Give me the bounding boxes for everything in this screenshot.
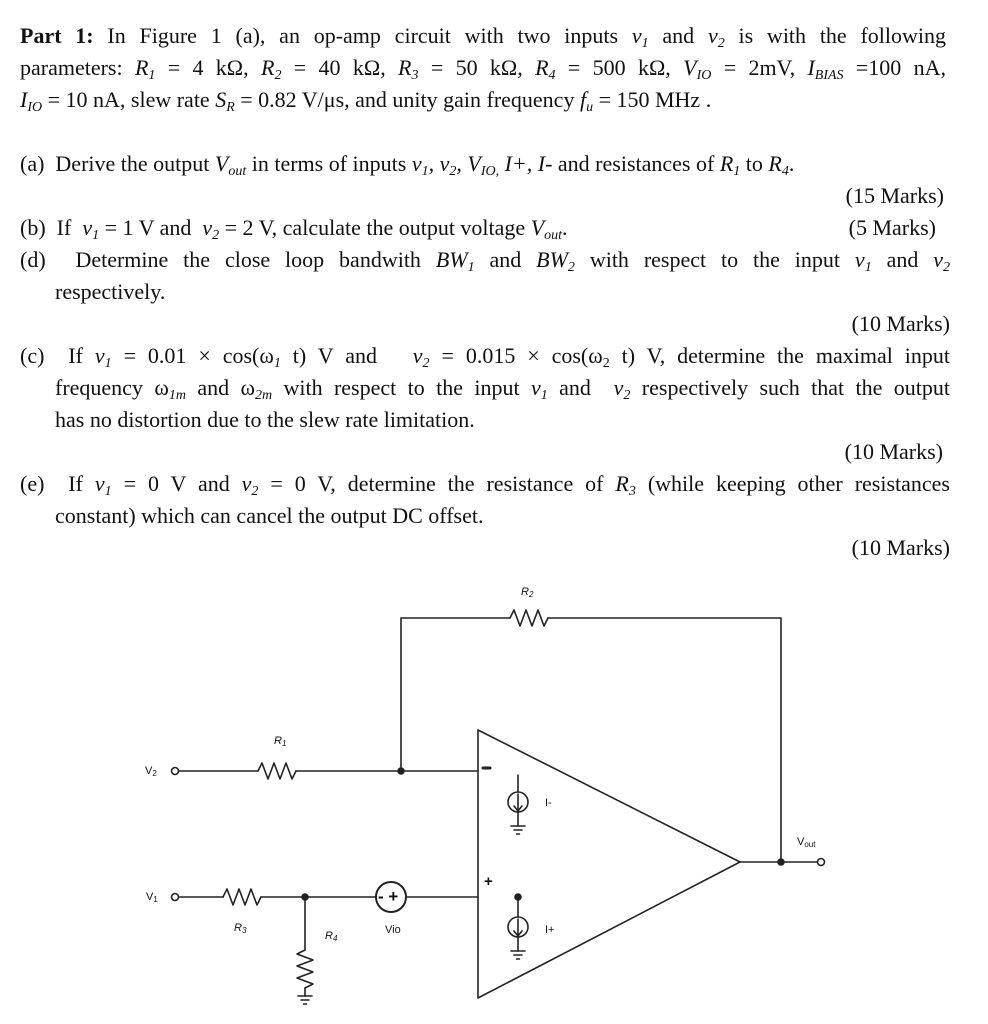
r1-resistor (258, 763, 296, 779)
v1-terminal (172, 894, 179, 901)
v1-label: $V_1$ (146, 891, 158, 904)
question-c-line-2: frequency $\omega_{1m}$ and $\omega_{2m}$ with respect to the input $v_1$ and $v_2$ respectively such that the output (55, 375, 951, 403)
node-output (778, 859, 784, 865)
r4-resistor (297, 950, 313, 988)
r2-resistor (510, 610, 548, 626)
node-noninverting (515, 894, 521, 900)
vout-terminal (818, 859, 825, 866)
i-minus-arrow (514, 794, 522, 811)
feedback-wire-right (548, 618, 781, 862)
intro-line-2: parameters: $R_1 = 4$ kΩ, $R_2 = 40$ kΩ, $R_3 = 50$ kΩ, $R_4 = 500$ kΩ, $V_{IO} = 2mV$, $I_{BIAS} =100$ nA, (20, 55, 947, 83)
question-c-marks: (10 Marks) (844, 439, 943, 464)
vout-label: $V_{out}$ (797, 836, 816, 849)
i-minus-label: I- (545, 797, 552, 809)
question-d-line-2: respectively. (55, 279, 166, 304)
feedback-wire-left (401, 618, 510, 771)
r3-label: $R_3$ (234, 922, 247, 935)
noninverting-sign: + (484, 873, 493, 890)
r1-label: $R_1$ (274, 735, 287, 748)
i-minus-ground (511, 826, 525, 834)
r4-label: $R_4$ (325, 930, 338, 943)
i-plus-arrow (514, 919, 522, 936)
v2-terminal (172, 768, 179, 775)
op-amp-triangle (478, 730, 740, 998)
question-a: (a) Derive the output $V_{out}$ in terms of inputs $v_1$, $v_2$, $V_{IO,}$ I+, I- and resistances of $R_1$ to $R_4$. (20, 151, 795, 179)
i-plus-ground (511, 951, 525, 959)
question-e-marks: (10 Marks) (851, 535, 950, 560)
r4-ground (298, 996, 312, 1004)
question-b: (b) If $v_1 = 1$ V and $v_2 = 2$ V, calculate the output voltage $V_{out}$. (20, 215, 568, 243)
intro-line-3: $I_{IO} = 10$ nA, slew rate $S_R = 0.82$ V/μs, and unity gain frequency $f_u = 150$ MHz . (20, 87, 712, 115)
question-c-line-3: has no distortion due to the slew rate limitation. (55, 407, 475, 432)
r2-label: $R_2$ (521, 586, 534, 599)
question-d-line-1: (d) Determine the close loop bandwith $BW_1$ and $BW_2$ with respect to the input $v_1$ and $v_2$ (20, 247, 951, 275)
part-heading: Part 1: (20, 23, 94, 48)
question-a-marks: (15 Marks) (845, 183, 944, 208)
intro-line-1: Part 1: In Figure 1 (a), an op-amp circuit with two inputs $v_1$ and $v_2$ is with the following (20, 23, 947, 51)
i-plus-label: I+ (545, 924, 555, 936)
vio-sign: - + (378, 887, 399, 906)
r3-resistor (223, 889, 261, 905)
question-b-marks: (5 Marks) (848, 215, 936, 240)
node-inverting (398, 768, 404, 774)
question-c-line-1: (c) If $v_1 = 0.01 \times \cos(\omega_1$ t) V and $v_2 = 0.015 \times \cos(\omega_2$ t) V, determine the maximal input (20, 343, 951, 371)
question-e-line-1: (e) If $v_1 = 0$ V and $v_2 = 0$ V, determine the resistance of $R_3$ (while keeping other resistances (20, 471, 950, 499)
question-d-marks: (10 Marks) (851, 311, 950, 336)
v2-label: $V_2$ (145, 765, 157, 778)
vio-label: Vio (385, 924, 401, 936)
question-e-line-2: constant) which can cancel the output DC offset. (55, 503, 484, 528)
